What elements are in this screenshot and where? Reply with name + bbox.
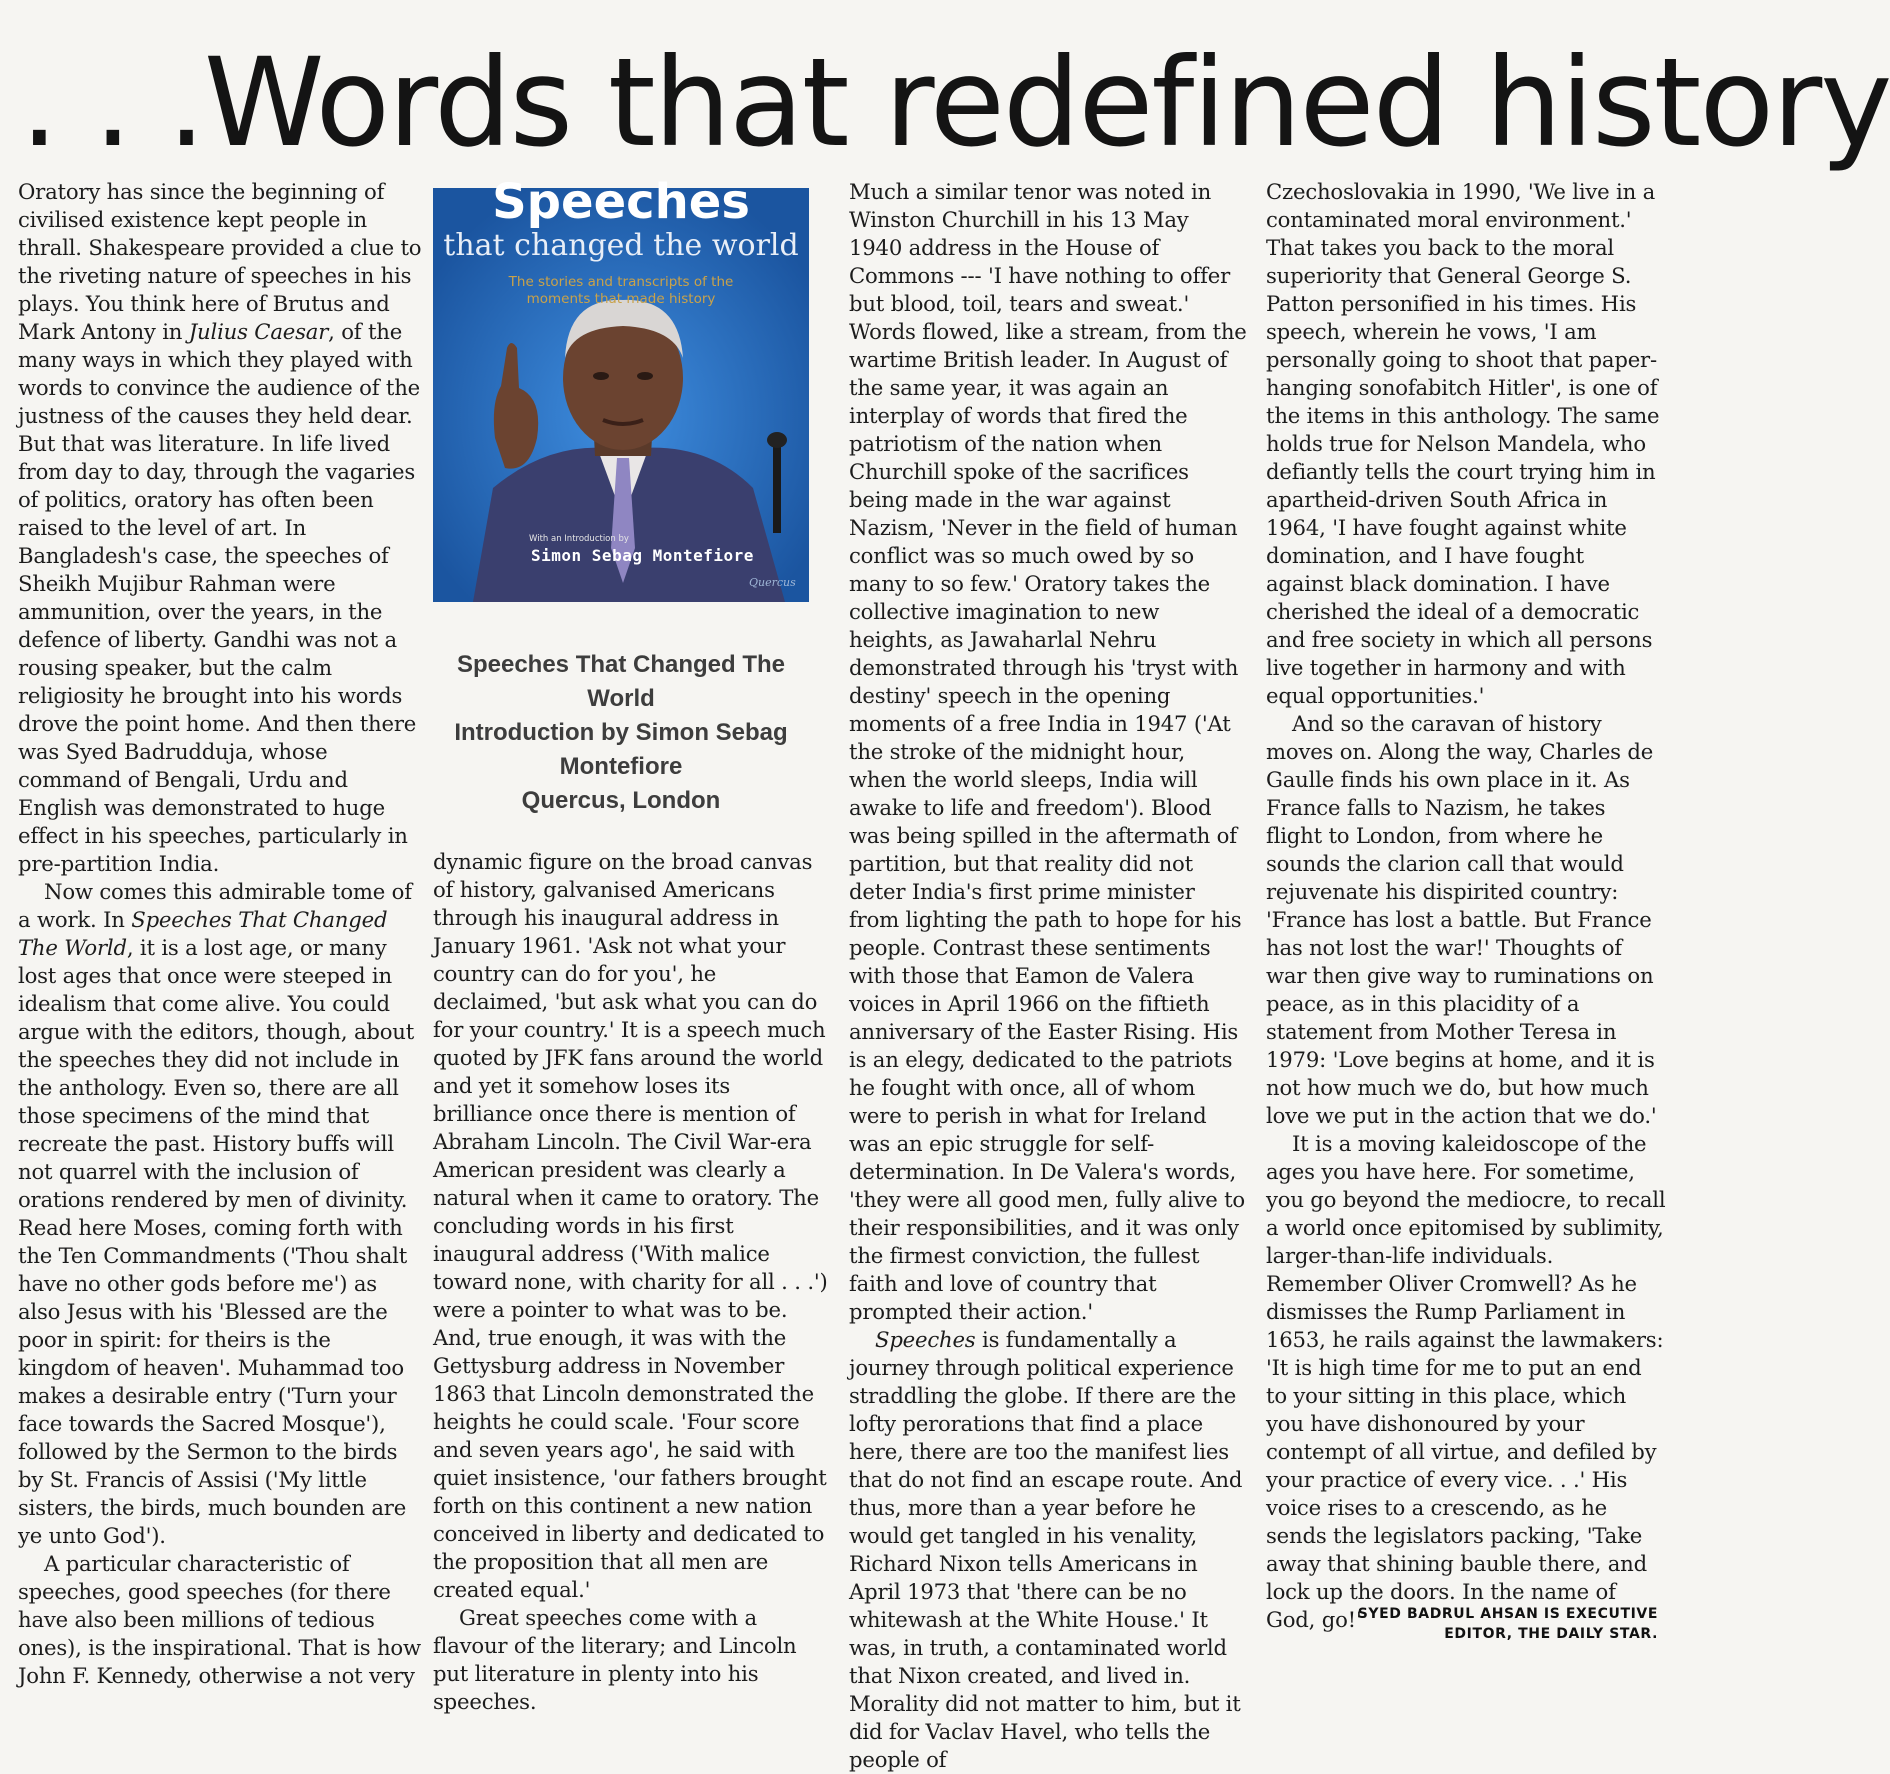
book-cover-author: Simon Sebag Montefiore	[531, 546, 754, 565]
paragraph: dynamic figure on the broad canvas of history, galvanised Americans through his inaugural address in January 1961. 'Ask not what your country can do for you', he declaimed, 'but ask what you can do for your country.' It is a speech much quoted by JFK fans around the world and yet it somehow loses its brilliance once there is mention of Abraham Lincoln. The Civil War-era American president was clearly a natural when it came to oratory. The concluding words in his first inaugural address ('With malice toward none, with charity for all . . .') were a pointer to what was to be. And, true enough, it was with the Gettysburg address in November 1863 that Lincoln demonstrated the heights he could scale. 'Four score and seven years ago', he said with quiet insistence, 'our fathers brought forth on this continent a new nation conceived in liberty and dedicated to the proposition that all men are created equal.'	[433, 849, 828, 1602]
paragraph: Now comes this admirable tome of a work. In Speeches That Changed The World, it is a lost age, or many lost ages that once were steeped in idealism that come alive. You could argue with the editors, though, about the speeches they did not include in the anthology. Even so, there are all those specimens of the mind that recreate the past. History buffs will not quarrel with the inclusion of orations rendered by men of divinity. Read here Moses, coming forth with the Ten Commandments ('Thou shalt have no other gods before me') as also Jesus with his 'Blessed are the poor in spirit: for theirs is the kingdom of heaven'. Muhammad too makes a desirable entry ('Turn your face towards the Sacred Mosque'), followed by the Sermon to the birds by St. Francis of Assisi ('My little sisters, the birds, much bounden are ye unto God').	[18, 879, 415, 1548]
headline: . . .Words that redefined history	[20, 32, 1890, 174]
book-cover-title: Speeches	[492, 174, 750, 230]
caption-line: Quercus, London	[521, 787, 721, 814]
book-cover-image	[433, 174, 809, 602]
article-column-1	[18, 178, 423, 1688]
caption-line: Speeches That Changed The	[456, 651, 786, 678]
paragraph: Speeches is fundamentally a journey through political experience straddling the globe. If there are the lofty perorations that find a place here, there are too the manifest lies that do not find an escape route. And thus, more than a year before he would get tangled in his venality, Richard Nixon tells Americans in April 1973 that 'there can be no whitewash at the White House.' It was, in truth, a contaminated world that Nixon created, and lived in. Morality did not matter to him, but it did for Vaclav Havel, who tells the people of	[849, 1327, 1243, 1772]
book-cover-subtitle: that changed the world	[443, 228, 799, 263]
paragraph: Much a similar tenor was noted in Winston Churchill in his 13 May 1940 address in the House of Commons --- 'I have nothing to offer but blood, toil, tears and sweat.' Words flowed, like a stream, from the wartime British leader. In August of the same year, it was again an interplay of words that fired the patriotism of the nation when Churchill spoke of the sacrifices being made in the war against Nazism, 'Never in the field of human conflict was so much owed by so many to so few.' Oratory takes the collective imagination to new heights, as Jawaharlal Nehru demonstrated through his 'tryst with destiny' speech in the opening moments of a free India in 1947 ('At the stroke of the midnight hour, when the world sleeps, India will awake to life and freedom'). Blood was being spilled in the aftermath of partition, but that reality did not deter India's first prime minister from lighting the path to hope for his people. Contrast these sentiments with those that Eamon de Valera voices in April 1966 on the fiftieth anniversary of the Easter Rising. His is an elegy, dedicated to the patriots he fought with once, all of whom were to perish in what for Ireland was an epic struggle for self-determination. In De Valera's words, 'they were all good men, fully alive to their responsibilities, and it was only the firmest conviction, the fullest faith and love of country that prompted their action.'	[849, 179, 1247, 1324]
book-cover-description: The stories and transcripts of the moments that made history	[508, 274, 734, 307]
article-column-3	[849, 178, 1247, 1772]
caption-line: World	[587, 685, 655, 712]
paragraph: And so the caravan of history moves on. Along the way, Charles de Gaulle finds his own place in it. As France falls to Nazism, he takes flight to London, from where he sounds the clarion call that would rejuvenate his dispirited country: 'France has lost a battle. But France has not lost the war!' Thoughts of war then give way to ruminations on peace, as in this placidity of a statement from Mother Teresa in 1979: 'Love begins at home, and it is not how much we do, but how much love we put in the action that we do.'	[1266, 711, 1657, 1128]
paragraph: Czechoslovakia in 1990, 'We live in a contaminated moral environment.' That takes you back to the moral superiority that General George S. Patton personified in his times. His speech, wherein he vows, 'I am personally going to shoot that paper-hanging sonofabitch Hitler', is one of the items in this anthology. The same holds true for Nelson Mandela, who defiantly tells the court trying him in apartheid-driven South Africa in 1964, 'I have fought against white domination, and I have fought against black domination. I have cherished the ideal of a democratic and free society in which all persons live together in harmony and with equal opportunities.'	[1266, 179, 1660, 708]
book-cover-intro-label: With an Introduction by	[529, 534, 629, 544]
book-cover-publisher: Quercus	[749, 576, 796, 589]
caption-line: Montefiore	[559, 753, 683, 780]
byline-line: EDITOR, THE DAILY STAR.	[1444, 1626, 1658, 1642]
byline-line: SYED BADRUL AHSAN IS EXECUTIVE	[1357, 1606, 1658, 1622]
caption-line: Introduction by Simon Sebag	[454, 719, 788, 746]
paragraph: Great speeches come with a flavour of the literary; and Lincoln put literature in plenty into his speeches.	[433, 1605, 797, 1714]
paragraph: It is a moving kaleidoscope of the ages you have here. For sometime, you go beyond the mediocre, to recall a world once epitomised by sublimity, larger-than-life individuals. Remember Oliver Cromwell? As he dismisses the Rump Parliament in 1653, he rails against the lawmakers: 'It is high time for me to put an end to your sitting in this place, which you have dishonoured by your contempt of all virtue, and defiled by your practice of every vice. . .' His voice rises to a crescendo, as he sends the legislators packing, 'Take away that shining bauble there, and lock up the doors. In the name of God, go!'	[1266, 1131, 1666, 1632]
paragraph: A particular characteristic of speeches, good speeches (for there have also been millions of tedious ones), is the inspirational. That is how John F. Kennedy, otherwise a not very	[18, 1551, 421, 1688]
book-caption	[430, 648, 812, 818]
article-column-2	[433, 848, 828, 1714]
author-byline	[1358, 1604, 1658, 1644]
paragraph: Oratory has since the beginning of civilised existence kept people in thrall. Shakespeare provided a clue to the riveting nature of speeches in his plays. You think here of Brutus and Mark Antony in Julius Caesar, of the many ways in which they played with words to convince the audience of the justness of the causes they held dear. But that was literature. In life lived from day to day, through the vagaries of politics, oratory has often been raised to the level of art. In Bangladesh's case, the speeches of Sheikh Mujibur Rahman were ammunition, over the years, in the defence of liberty. Gandhi was not a rousing speaker, but the calm religiosity he brought into his words drove the point home. And then there was Syed Badrudduja, whose command of Bengali, Urdu and English was demonstrated to huge effect in his speeches, particularly in pre-partition India.	[18, 179, 422, 876]
